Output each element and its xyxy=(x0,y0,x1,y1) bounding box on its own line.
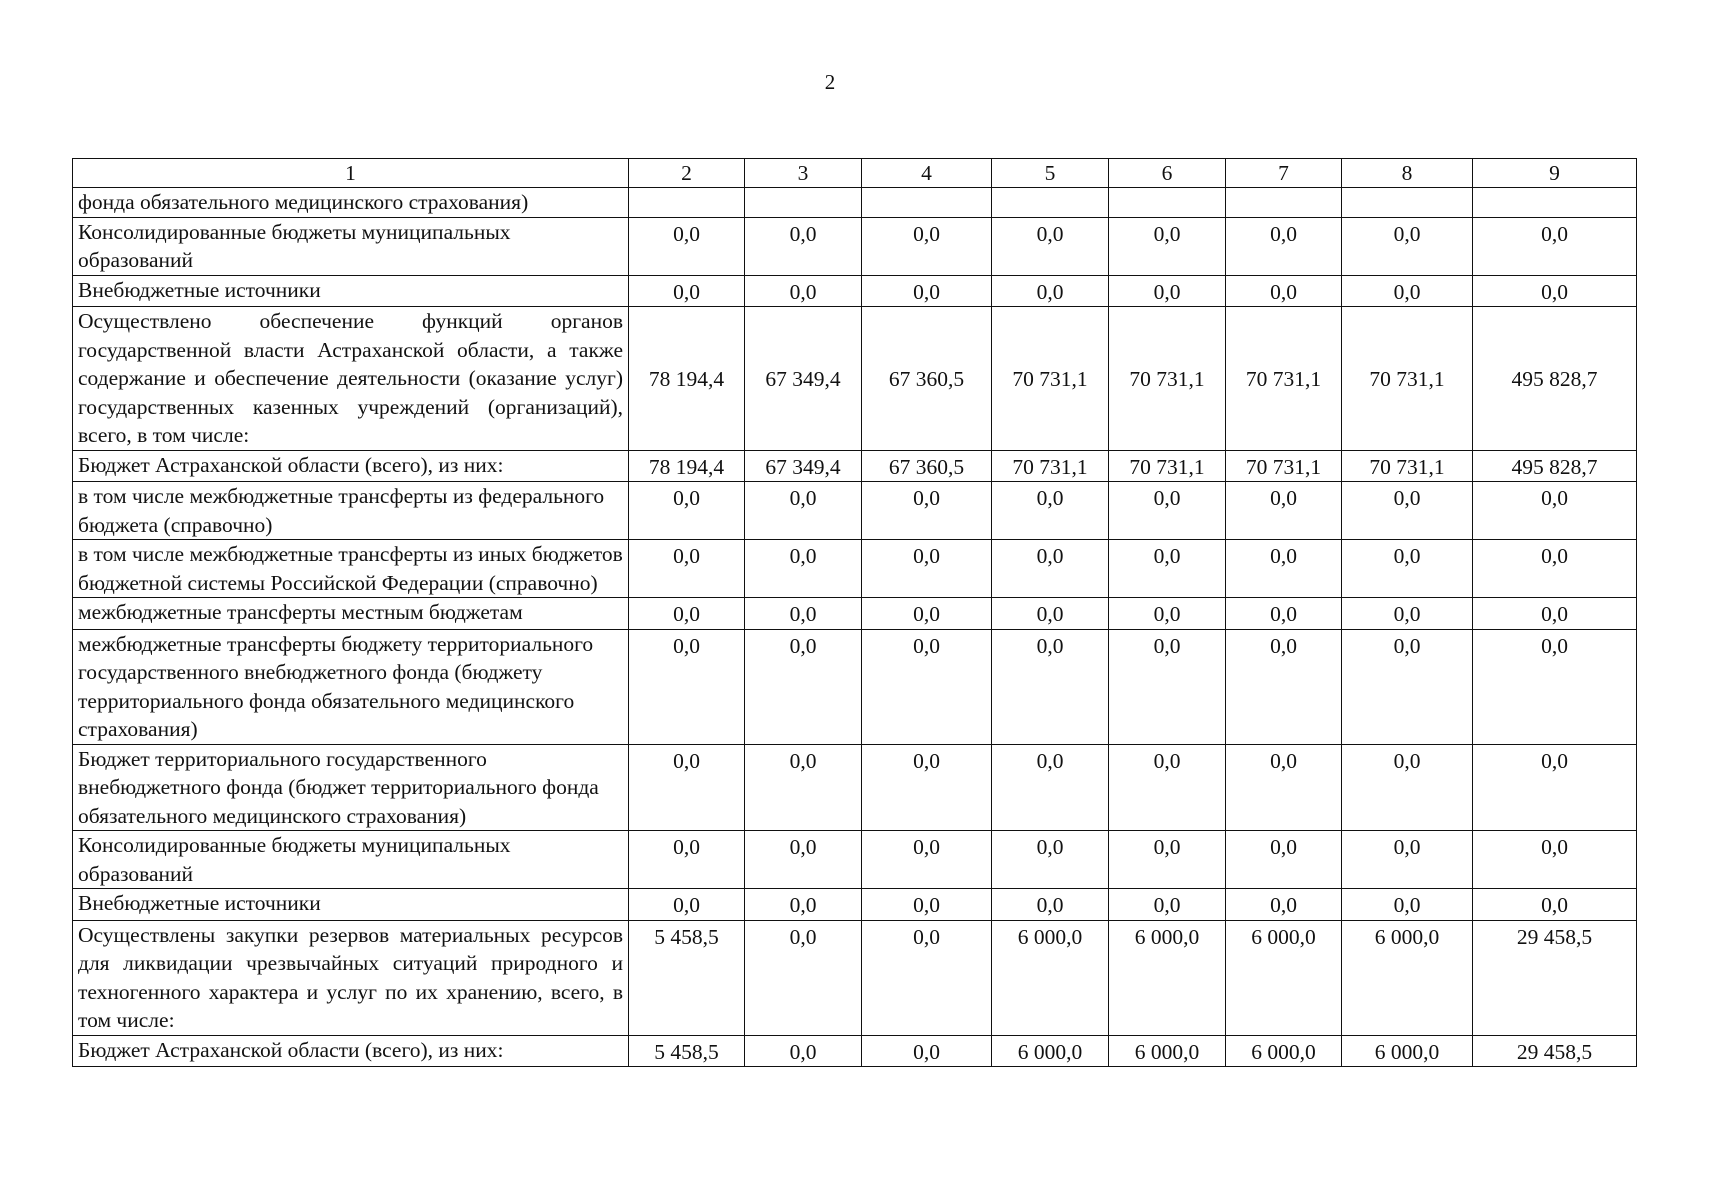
table-cell: 495 828,7 xyxy=(1473,307,1637,451)
table-cell: 0,0 xyxy=(745,482,862,540)
table-cell: 0,0 xyxy=(1342,540,1473,598)
row-label: Внебюджетные источники xyxy=(73,889,629,921)
table-cell: 0,0 xyxy=(992,831,1109,889)
table-cell: 0,0 xyxy=(1473,629,1637,744)
table-cell xyxy=(1473,188,1637,218)
table-cell: 67 349,4 xyxy=(745,307,862,451)
table-cell: 0,0 xyxy=(1473,540,1637,598)
table-cell: 5 458,5 xyxy=(629,1035,745,1067)
table-cell: 0,0 xyxy=(1109,482,1226,540)
table-cell: 495 828,7 xyxy=(1473,450,1637,482)
table-cell: 0,0 xyxy=(629,482,745,540)
table-cell: 0,0 xyxy=(1473,889,1637,921)
table-cell xyxy=(992,188,1109,218)
column-header: 8 xyxy=(1342,159,1473,188)
table-cell: 0,0 xyxy=(1473,217,1637,275)
row-label: межбюджетные трансферты бюджету территориального государственного внебюджетного фонда (бюджету территориального фонда обязательного медицинского страхования) xyxy=(73,629,629,744)
column-header: 5 xyxy=(992,159,1109,188)
table-row xyxy=(73,217,1637,275)
table-cell: 67 349,4 xyxy=(745,450,862,482)
table-cell: 0,0 xyxy=(862,889,992,921)
table-cell: 0,0 xyxy=(1226,275,1342,307)
table-cell: 0,0 xyxy=(1109,889,1226,921)
table-cell: 0,0 xyxy=(629,629,745,744)
table-cell: 0,0 xyxy=(1473,482,1637,540)
table-cell: 6 000,0 xyxy=(1226,1035,1342,1067)
table-cell: 70 731,1 xyxy=(1226,450,1342,482)
table-cell: 0,0 xyxy=(1226,598,1342,630)
table-cell: 67 360,5 xyxy=(862,307,992,451)
table-cell: 0,0 xyxy=(1109,629,1226,744)
table-row xyxy=(73,744,1637,831)
table-cell: 0,0 xyxy=(992,744,1109,831)
table-cell: 0,0 xyxy=(1342,889,1473,921)
column-header: 1 xyxy=(73,159,629,188)
table-cell xyxy=(629,188,745,218)
table-row xyxy=(73,1035,1637,1067)
table-cell: 0,0 xyxy=(629,889,745,921)
row-label: Бюджет Астраханской области (всего), из них: xyxy=(73,450,629,482)
table-row xyxy=(73,889,1637,921)
table-cell: 0,0 xyxy=(1226,482,1342,540)
table-cell: 70 731,1 xyxy=(1226,307,1342,451)
table-cell: 0,0 xyxy=(1342,629,1473,744)
table-cell: 0,0 xyxy=(1109,540,1226,598)
table-cell: 6 000,0 xyxy=(1109,1035,1226,1067)
table-cell: 29 458,5 xyxy=(1473,920,1637,1035)
table-cell: 0,0 xyxy=(1226,540,1342,598)
table-cell: 70 731,1 xyxy=(992,307,1109,451)
table-cell: 0,0 xyxy=(1226,889,1342,921)
table-cell: 0,0 xyxy=(1473,275,1637,307)
table-cell: 0,0 xyxy=(1342,482,1473,540)
table-cell: 0,0 xyxy=(745,217,862,275)
table-cell: 0,0 xyxy=(1342,744,1473,831)
table-cell: 0,0 xyxy=(745,629,862,744)
table-cell: 6 000,0 xyxy=(1342,920,1473,1035)
table-cell: 0,0 xyxy=(629,217,745,275)
table-cell: 0,0 xyxy=(862,540,992,598)
table-row xyxy=(73,450,1637,482)
table-cell: 0,0 xyxy=(1109,831,1226,889)
table-cell: 29 458,5 xyxy=(1473,1035,1637,1067)
table-cell: 0,0 xyxy=(629,744,745,831)
row-label: Консолидированные бюджеты муниципальных образований xyxy=(73,831,629,889)
row-label: в том числе межбюджетные трансферты из иных бюджетов бюджетной системы Российской Федерации (справочно) xyxy=(73,540,629,598)
table-cell: 0,0 xyxy=(745,889,862,921)
page-number: 2 xyxy=(824,70,836,94)
table-cell: 0,0 xyxy=(1226,831,1342,889)
table-cell: 0,0 xyxy=(1473,598,1637,630)
table-cell: 0,0 xyxy=(862,1035,992,1067)
table-cell: 0,0 xyxy=(992,217,1109,275)
table-cell: 6 000,0 xyxy=(992,1035,1109,1067)
table-cell: 0,0 xyxy=(1342,217,1473,275)
table-row xyxy=(73,307,1637,451)
table-cell: 0,0 xyxy=(1109,275,1226,307)
table-cell: 0,0 xyxy=(1109,744,1226,831)
table-cell: 0,0 xyxy=(1342,275,1473,307)
table-cell: 0,0 xyxy=(745,275,862,307)
table-cell: 0,0 xyxy=(862,482,992,540)
column-header: 2 xyxy=(629,159,745,188)
table-cell: 0,0 xyxy=(1342,598,1473,630)
table-cell: 0,0 xyxy=(1342,831,1473,889)
budget-table xyxy=(72,158,1637,1067)
row-label: в том числе межбюджетные трансферты из федерального бюджета (справочно) xyxy=(73,482,629,540)
table-cell: 0,0 xyxy=(862,275,992,307)
column-header: 6 xyxy=(1109,159,1226,188)
table-cell xyxy=(1342,188,1473,218)
table-cell: 6 000,0 xyxy=(1109,920,1226,1035)
table-cell: 67 360,5 xyxy=(862,450,992,482)
table-header-row xyxy=(73,159,1637,188)
row-label: Бюджет Астраханской области (всего), из них: xyxy=(73,1035,629,1067)
table-cell: 0,0 xyxy=(862,217,992,275)
table-cell: 0,0 xyxy=(629,540,745,598)
table-cell: 78 194,4 xyxy=(629,307,745,451)
row-label: Осуществлено обеспечение функций органов государственной власти Астраханской области, а также содержание и обеспечение деятельности (оказание услуг) государственных казенных учреждений (организаций), всего, в том числе: xyxy=(73,307,629,451)
table-cell: 0,0 xyxy=(992,889,1109,921)
column-header: 7 xyxy=(1226,159,1342,188)
table-cell: 0,0 xyxy=(745,920,862,1035)
table-cell: 70 731,1 xyxy=(1342,450,1473,482)
table-cell: 6 000,0 xyxy=(1226,920,1342,1035)
table-row xyxy=(73,188,1637,218)
table-cell: 0,0 xyxy=(745,540,862,598)
column-header: 9 xyxy=(1473,159,1637,188)
table-cell: 0,0 xyxy=(745,744,862,831)
table-cell: 0,0 xyxy=(745,831,862,889)
table-cell xyxy=(862,188,992,218)
table-cell: 0,0 xyxy=(1473,744,1637,831)
column-header: 4 xyxy=(862,159,992,188)
table-cell: 78 194,4 xyxy=(629,450,745,482)
row-label: фонда обязательного медицинского страхования) xyxy=(73,188,629,218)
table-cell: 0,0 xyxy=(629,831,745,889)
table-cell: 0,0 xyxy=(1109,217,1226,275)
table-cell: 6 000,0 xyxy=(992,920,1109,1035)
table-cell xyxy=(1226,188,1342,218)
table-row xyxy=(73,831,1637,889)
table-cell: 0,0 xyxy=(862,598,992,630)
table-cell: 0,0 xyxy=(992,629,1109,744)
table-cell xyxy=(1109,188,1226,218)
table-cell: 0,0 xyxy=(1226,217,1342,275)
table-cell: 70 731,1 xyxy=(1342,307,1473,451)
table-cell: 0,0 xyxy=(862,744,992,831)
column-header: 3 xyxy=(745,159,862,188)
table-cell: 0,0 xyxy=(862,831,992,889)
table-row xyxy=(73,598,1637,630)
table-cell: 6 000,0 xyxy=(1342,1035,1473,1067)
table-row xyxy=(73,920,1637,1035)
table-cell: 0,0 xyxy=(992,275,1109,307)
table-row xyxy=(73,275,1637,307)
table-cell: 0,0 xyxy=(992,598,1109,630)
table-cell: 0,0 xyxy=(629,275,745,307)
table-cell: 70 731,1 xyxy=(1109,307,1226,451)
table-cell: 5 458,5 xyxy=(629,920,745,1035)
table-row xyxy=(73,629,1637,744)
table-cell: 0,0 xyxy=(629,598,745,630)
table-cell: 70 731,1 xyxy=(992,450,1109,482)
table-cell: 0,0 xyxy=(1226,629,1342,744)
table-cell: 0,0 xyxy=(992,482,1109,540)
row-label: Консолидированные бюджеты муниципальных образований xyxy=(73,217,629,275)
table-cell: 0,0 xyxy=(862,629,992,744)
row-label: Внебюджетные источники xyxy=(73,275,629,307)
table-row xyxy=(73,540,1637,598)
row-label: Бюджет территориального государственного внебюджетного фонда (бюджет территориального фонда обязательного медицинского страхования) xyxy=(73,744,629,831)
table-cell xyxy=(745,188,862,218)
table-cell: 0,0 xyxy=(862,920,992,1035)
table-cell: 0,0 xyxy=(1226,744,1342,831)
row-label: межбюджетные трансферты местным бюджетам xyxy=(73,598,629,630)
table-cell: 0,0 xyxy=(992,540,1109,598)
table-cell: 0,0 xyxy=(745,598,862,630)
table-cell: 0,0 xyxy=(1473,831,1637,889)
table-cell: 0,0 xyxy=(745,1035,862,1067)
table-cell: 70 731,1 xyxy=(1109,450,1226,482)
row-label: Осуществлены закупки резервов материальных ресурсов для ликвидации чрезвычайных ситуаций природного и техногенного характера и услуг по их хранению, всего, в том числе: xyxy=(73,920,629,1035)
table-row xyxy=(73,482,1637,540)
table-cell: 0,0 xyxy=(1109,598,1226,630)
